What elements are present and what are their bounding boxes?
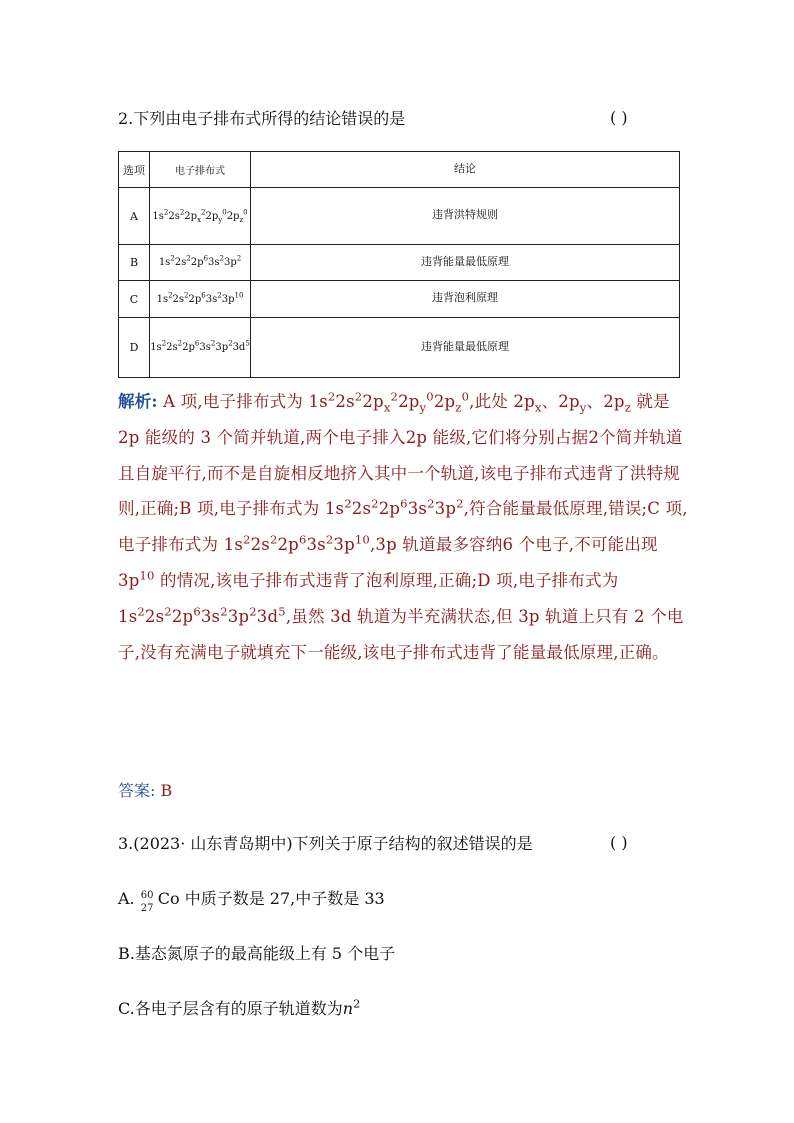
table-row <box>119 245 680 281</box>
question-3-stem: 3.(2023· 山东青岛期中)下列关于原子结构的叙述错误的是 <box>118 834 533 853</box>
row-conclusion: 违背洪特规则 <box>251 188 680 245</box>
row-conclusion: 违背能量最低原理 <box>251 318 680 378</box>
analysis-paragraph <box>118 384 688 670</box>
header-option: 选项 <box>119 152 150 188</box>
mass-number: 60 <box>140 890 154 901</box>
row-option: C <box>119 281 150 318</box>
row-conclusion: 违背泡利原理 <box>251 281 680 318</box>
header-configuration: 电子排布式 <box>150 152 251 188</box>
question-3-answer-blank: ( ) <box>610 833 628 852</box>
atomic-number: 27 <box>140 903 154 914</box>
table-row <box>119 188 680 245</box>
exponent: 2 <box>353 997 361 1011</box>
configuration-table <box>118 151 680 378</box>
nuclide-notation <box>140 890 158 914</box>
answer-line <box>118 778 172 801</box>
table-header-row <box>119 152 680 188</box>
analysis-label: 解析: <box>118 392 158 411</box>
answer-value: B <box>160 781 173 800</box>
row-configuration: $1s^22s^22p^63s^23p^{10}$ <box>150 281 251 318</box>
row-option: A <box>119 188 150 245</box>
variable-n: n <box>342 999 354 1018</box>
row-option: D <box>119 318 150 378</box>
option-b: B.基态氮原子的最高能级上有 5 个电子 <box>118 944 396 963</box>
question-2-stem: 2.下列由电子排布式所得的结论错误的是 <box>118 109 406 128</box>
option-a: A. 60 27 Co 中质子数是 27,中子数是 33 <box>118 888 385 910</box>
table-row <box>119 318 680 378</box>
header-conclusion: 结论 <box>251 152 680 188</box>
answer-label: 答案: <box>118 781 156 800</box>
option-c: C.各电子层含有的原子轨道数为$n^2$ <box>118 997 361 1018</box>
analysis-body: A 项,电子排布式为 $1s^22s^22p_x^22p_y^02p_z^0$,此处 $2p_x$、$2p_y$、$2p_z$ 就是 2p 能级的 3 个简并轨道,两个电子排入2p 能级,它们将分别占据2个简并轨道且自旋平行,而不是自旋相反地挤入其中一个轨道,该电子排布式违背了洪特规则,正确;B 项,电子排布式为 $1s^22s^22p^63s^23p^2$,符合能量最低原理,错误;C 项,电子排布式为 $1s^22s^22p^63s^23p^{10},3p$ 轨道最多容纳6 个电子,不可能出现$3p^{10}$ 的情况,该电子排布式违背了泡利原理,正确;D 项,电子排布式为 $1s^22s^22p^63s^23p^23d^5$,虽然 3d 轨道为半充满状态,但 3p 轨道上只有 2 个电子,没有充满电子就填充下一能级,该电子排布式违背了能量最低原理,正确。 <box>118 389 688 662</box>
table-row <box>119 281 680 318</box>
row-conclusion: 违背能量最低原理 <box>251 245 680 281</box>
row-configuration: $1s^22s^22p^63s^23p^23d^5$ <box>150 318 251 378</box>
element-symbol: Co <box>157 889 180 908</box>
question-2-answer-blank: ( ) <box>610 108 628 127</box>
row-configuration: $1s^22s^22p^63s^23p^2$ <box>150 245 251 281</box>
row-option: B <box>119 245 150 281</box>
row-configuration: $1s^22s^22p_x^22p_y^02p_z^0$ <box>150 188 251 245</box>
